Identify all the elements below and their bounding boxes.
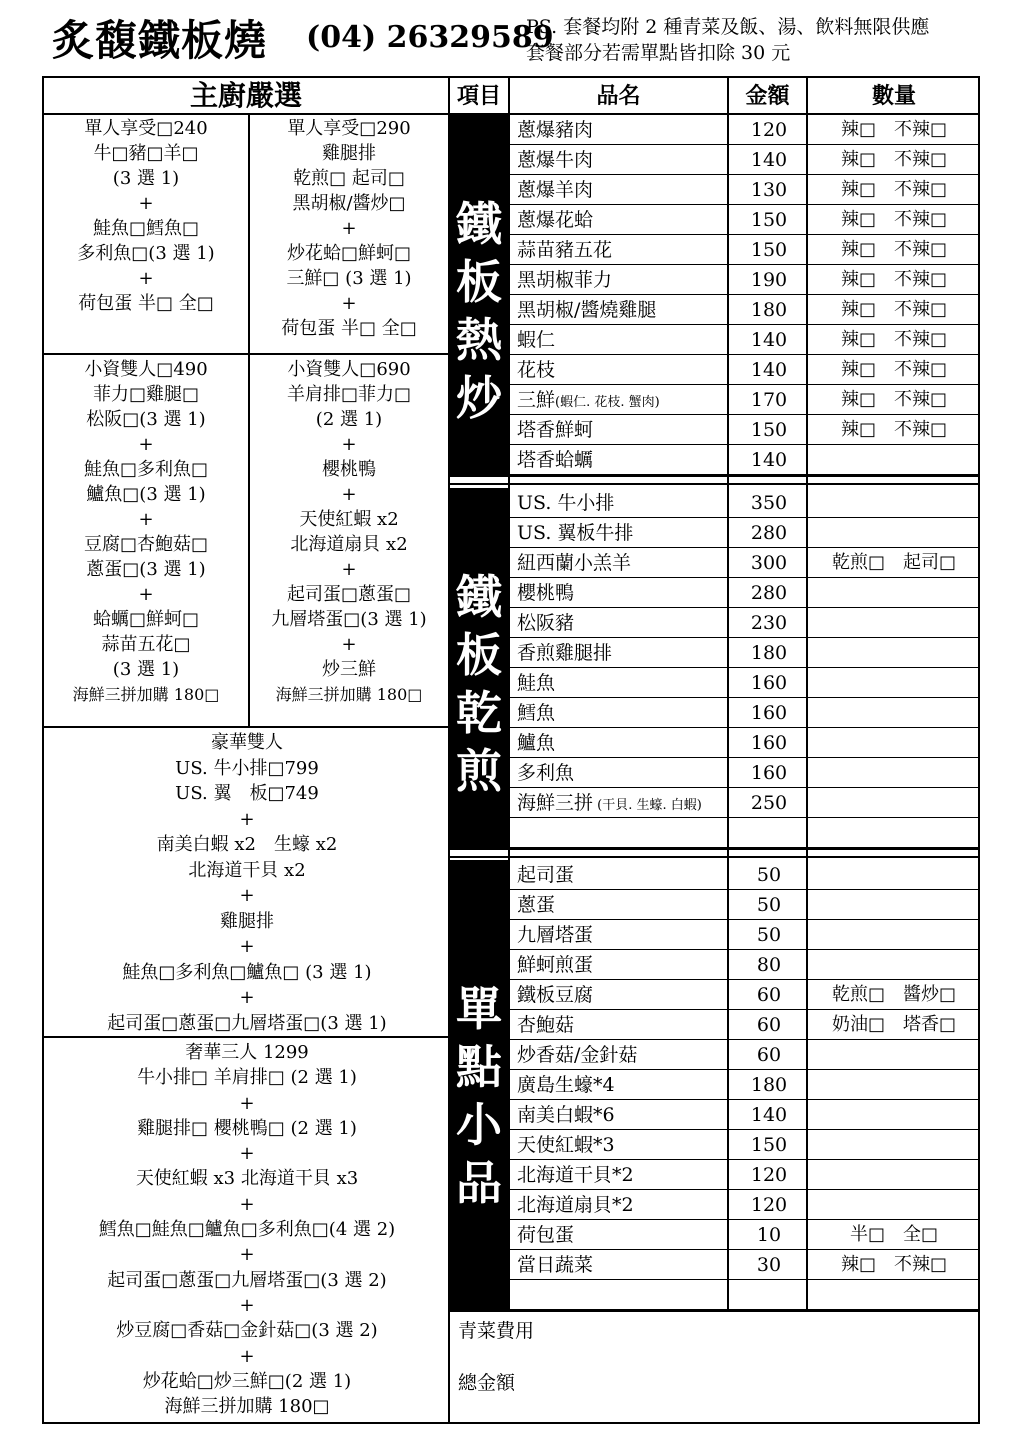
category-teppan-stirfry <box>450 115 508 475</box>
combo-divider-1 <box>42 353 450 355</box>
item-price: 130 <box>750 179 788 201</box>
item-name-text: 起司蛋 <box>517 864 575 886</box>
item-name <box>517 950 593 980</box>
combo-line: 天使紅蝦 x3 北海道干貝 x3 <box>135 1168 359 1190</box>
combo-line: + <box>341 634 357 655</box>
category-side-dishes <box>450 860 508 1310</box>
category-teppan-panfry <box>450 488 508 848</box>
item-name <box>517 295 656 325</box>
restaurant-name: 炙馥鐵板燒 <box>52 16 268 65</box>
combo-line: + <box>239 885 255 906</box>
item-name <box>517 1190 634 1220</box>
combo-line: 海鮮三拼加購 180□ <box>275 685 423 704</box>
total-amount-label: 總金額 <box>458 1372 516 1394</box>
item-price: 80 <box>756 954 782 976</box>
combo-line: 小資雙人□690 <box>287 359 411 380</box>
combo-line: + <box>239 936 255 957</box>
item-name-text: 當日蔬菜 <box>517 1254 594 1276</box>
item-name <box>517 415 593 445</box>
item-options[interactable]: 辣□ 不辣□ <box>840 269 947 290</box>
item-name <box>517 1100 615 1130</box>
item-name <box>517 1070 615 1100</box>
menu-row <box>510 890 980 920</box>
item-name-text: 海鮮三拼 <box>517 792 594 814</box>
item-options[interactable] <box>808 1040 980 1070</box>
combo-line: 豆腐□杏鮑菇□ <box>83 534 208 555</box>
combo-line: + <box>239 1143 255 1165</box>
combo-line: 鮭魚□多利魚□ <box>83 459 208 480</box>
item-name-text: 蔥爆牛肉 <box>517 149 594 171</box>
combo-line: + <box>239 987 255 1008</box>
combo-line: 蔥蛋□(3 選 1) <box>86 559 206 580</box>
combo-line: 櫻桃鴨 <box>322 459 376 480</box>
menu-row <box>510 788 980 818</box>
item-options[interactable] <box>808 920 980 950</box>
combo-line: 起司蛋□蔥蛋□ <box>286 584 411 605</box>
item-name-text: 北海道扇貝*2 <box>517 1194 634 1216</box>
header-note <box>526 14 929 66</box>
menu-row <box>510 920 980 950</box>
combo-line: + <box>138 509 154 530</box>
item-name-text: 紐西蘭小羔羊 <box>517 552 632 574</box>
item-name <box>517 205 593 235</box>
menu-row <box>510 1250 980 1280</box>
item-price: 180 <box>750 299 788 321</box>
item-price: 280 <box>750 522 788 544</box>
item-name <box>517 1130 615 1160</box>
item-name <box>517 758 574 788</box>
menu-row <box>510 1130 980 1160</box>
menu-row <box>510 728 980 758</box>
combo-line: 豪華雙人 <box>211 732 283 753</box>
combo-line: 鱸魚□(3 選 1) <box>86 484 206 505</box>
combo-line: 北海道扇貝 x2 <box>290 534 408 555</box>
combo-line: + <box>138 268 154 289</box>
menu-row <box>510 980 980 1010</box>
item-name <box>517 385 660 415</box>
menu-row <box>510 488 980 518</box>
combo-single-240 <box>46 116 246 316</box>
combo-line: + <box>239 1294 255 1316</box>
item-name <box>517 920 593 950</box>
menu-row <box>510 668 980 698</box>
combo-line: 牛小排□ 羊肩排□ (2 選 1) <box>137 1067 357 1089</box>
combo-line: 奢華三人 1299 <box>185 1042 309 1063</box>
item-price: 300 <box>750 552 788 574</box>
vegetable-fee-label: 青菜費用 <box>458 1320 535 1342</box>
combo-line: + <box>239 1345 255 1367</box>
menu-row <box>510 415 980 445</box>
item-name <box>517 1040 637 1070</box>
combo-double-690 <box>250 357 448 707</box>
combo-line: 北海道干貝 x2 <box>188 859 306 881</box>
menu-row <box>510 265 980 295</box>
item-options[interactable] <box>808 1070 980 1100</box>
combo-line: + <box>341 484 357 505</box>
item-name-text: 炒香菇/金針菇 <box>517 1044 638 1066</box>
item-name <box>517 265 612 295</box>
phone-number: (04) 26329589 <box>306 20 554 55</box>
combo-line: + <box>341 293 357 314</box>
menu-row <box>510 518 980 548</box>
item-name-text: 九層塔蛋 <box>517 924 594 946</box>
item-name-text: 多利魚 <box>517 762 575 784</box>
combo-divider-3 <box>42 1036 450 1038</box>
combo-deluxe-double <box>46 730 448 1036</box>
item-price: 60 <box>756 1044 782 1066</box>
item-name-detail: (蝦仁. 花枝. 蟹肉) <box>555 395 660 410</box>
combo-line: + <box>239 1244 255 1266</box>
section-separator <box>450 475 980 485</box>
item-name <box>517 355 555 385</box>
section-separator <box>450 848 980 858</box>
item-price: 150 <box>750 209 788 231</box>
combo-line: 乾煎□ 起司□ <box>293 168 405 189</box>
item-options[interactable] <box>808 818 980 848</box>
item-name-text: 蔥爆羊肉 <box>517 179 594 201</box>
item-name-text: 塔香蛤蠣 <box>517 449 594 471</box>
combo-line: 松阪□(3 選 1) <box>86 409 206 430</box>
item-price: 120 <box>750 1164 788 1186</box>
item-name-text: 鮭魚 <box>517 672 556 694</box>
item-name-text: 花枝 <box>517 359 556 381</box>
menu-row <box>510 175 980 205</box>
combo-line: 起司蛋□蔥蛋□九層塔蛋□(3 選 1) <box>107 1012 387 1034</box>
item-name <box>517 728 555 758</box>
item-name-text: 荷包蛋 <box>517 1224 575 1246</box>
chef-selection-heading: 主廚嚴選 <box>189 79 302 112</box>
item-name-text: 櫻桃鴨 <box>517 582 575 604</box>
item-name <box>517 518 633 548</box>
item-name-text: 杏鮑菇 <box>517 1014 575 1036</box>
item-options[interactable] <box>808 518 980 548</box>
item-name-text: 香煎雞腿排 <box>517 642 613 664</box>
item-options[interactable]: 半□ 全□ <box>849 1224 938 1245</box>
menu-row <box>510 1220 980 1250</box>
item-name-text: 松阪豬 <box>517 612 575 634</box>
menu-row <box>510 818 980 848</box>
item-name <box>517 548 631 578</box>
item-price: 170 <box>750 389 788 411</box>
item-name <box>517 115 593 145</box>
item-name-text: 廣島生蠔*4 <box>517 1074 615 1096</box>
combo-line: 雞腿排□ 櫻桃鴨□ (2 選 1) <box>137 1117 357 1139</box>
item-price: 50 <box>756 894 782 916</box>
item-options[interactable]: 乾煎□ 醬炒□ <box>831 984 956 1005</box>
item-options[interactable] <box>808 1190 980 1220</box>
price-heading: 金額 <box>745 83 790 109</box>
item-name <box>517 488 614 518</box>
name-heading: 品名 <box>596 83 641 109</box>
item-options[interactable]: 辣□ 不辣□ <box>840 1254 947 1275</box>
combo-line: 蛤蠣□鮮蚵□ <box>92 609 199 630</box>
item-name-text: 黑胡椒/醬燒雞腿 <box>517 299 657 321</box>
menu-row <box>510 1280 980 1310</box>
item-options[interactable]: 辣□ 不辣□ <box>840 329 947 350</box>
note-line-1: PS. 套餐均附 2 種青菜及飯、湯、飲料無限供應 <box>526 16 930 38</box>
item-options[interactable] <box>808 668 980 698</box>
combo-line: US. 牛小排□799 <box>175 757 319 779</box>
item-name-text: 北海道干貝*2 <box>517 1164 634 1186</box>
item-price: 160 <box>750 762 788 784</box>
item-name-text: 鮮蚵煎蛋 <box>517 954 594 976</box>
item-price <box>730 818 808 848</box>
combo-line: 九層塔蛋□(3 選 1) <box>271 609 427 630</box>
item-price: 350 <box>750 492 788 514</box>
menu-row <box>510 205 980 235</box>
combo-line: 雞腿排 <box>220 910 274 932</box>
combo-line: + <box>138 434 154 455</box>
combo-line: 黑胡椒/醬炒□ <box>292 193 406 214</box>
item-options[interactable] <box>808 445 980 475</box>
item-options[interactable] <box>808 578 980 608</box>
combo-double-490 <box>46 357 246 707</box>
item-name <box>517 175 593 205</box>
item-options[interactable] <box>808 698 980 728</box>
item-options[interactable] <box>808 890 980 920</box>
item-price: 160 <box>750 732 788 754</box>
item-name <box>517 1220 574 1250</box>
item-price: 30 <box>756 1254 782 1276</box>
combo-line: 羊肩排□菲力□ <box>286 384 411 405</box>
combo-line: 雞腿排 <box>322 143 376 164</box>
combo-line: (2 選 1) <box>315 409 383 430</box>
combo-line: 鮭魚□多利魚□鱸魚□ (3 選 1) <box>122 961 372 983</box>
combo-line: (3 選 1) <box>112 168 180 189</box>
combo-line: 鮭魚□鱈魚□ <box>92 218 199 239</box>
item-name <box>517 638 612 668</box>
item-options[interactable]: 辣□ 不辣□ <box>840 119 947 140</box>
item-options[interactable] <box>808 728 980 758</box>
item-price: 250 <box>750 792 788 814</box>
combo-line: US. 翼 板□749 <box>175 783 319 804</box>
item-price: 50 <box>756 864 782 886</box>
menu-row <box>510 145 980 175</box>
item-name <box>517 1160 634 1190</box>
menu-row <box>510 325 980 355</box>
item-price: 140 <box>750 1104 788 1126</box>
combo-line: + <box>341 434 357 455</box>
combo-line: 單人享受□240 <box>84 118 208 139</box>
item-options[interactable] <box>808 950 980 980</box>
combo-line: 起司蛋□蔥蛋□九層塔蛋□(3 選 2) <box>107 1269 387 1291</box>
item-price: 60 <box>756 984 782 1006</box>
item-price: 10 <box>756 1224 782 1246</box>
menu-row <box>510 578 980 608</box>
combo-line: 單人享受□290 <box>287 118 411 139</box>
menu-row <box>510 1010 980 1040</box>
item-options[interactable]: 辣□ 不辣□ <box>840 419 947 440</box>
item-options[interactable] <box>808 488 980 518</box>
menu-row <box>510 295 980 325</box>
item-price: 140 <box>750 359 788 381</box>
menu-row <box>510 950 980 980</box>
item-name-text: 蝦仁 <box>517 329 556 351</box>
combo-line: + <box>138 193 154 214</box>
combo-divider-2 <box>42 726 450 728</box>
item-name-text: 黑胡椒菲力 <box>517 269 613 291</box>
menu-row <box>510 608 980 638</box>
item-options[interactable] <box>808 638 980 668</box>
item-options[interactable]: 辣□ 不辣□ <box>840 389 947 410</box>
combo-line: 天使紅蝦 x2 <box>299 509 399 530</box>
item-name-text: 天使紅蝦*3 <box>517 1134 615 1156</box>
menu-row <box>510 548 980 578</box>
item-price: 150 <box>750 1134 788 1156</box>
item-price: 140 <box>750 329 788 351</box>
item-options[interactable]: 乾煎□ 起司□ <box>831 552 956 573</box>
menu-row <box>510 638 980 668</box>
item-price: 150 <box>750 239 788 261</box>
menu-row <box>510 1070 980 1100</box>
item-name <box>517 145 593 175</box>
combo-line: 南美白蝦 x2 生蠔 x2 <box>156 834 338 855</box>
item-price: 60 <box>756 1014 782 1036</box>
item-name-text: US. 翼板牛排 <box>517 522 634 544</box>
item-name-text: 塔香鮮蚵 <box>517 419 594 441</box>
item-options[interactable]: 辣□ 不辣□ <box>840 239 947 260</box>
item-name-text: 蔥蛋 <box>517 894 556 916</box>
item-name <box>517 788 702 818</box>
menu-row <box>510 1190 980 1220</box>
combo-line: + <box>239 1092 255 1114</box>
item-name <box>517 890 555 920</box>
category-label: 單點小品 <box>456 982 502 1210</box>
item-name <box>517 860 574 890</box>
combo-line: 荷包蛋 半□ 全□ <box>78 293 214 314</box>
combo-line: 三鮮□ (3 選 1) <box>286 268 412 289</box>
combo-line: 炒豆腐□香菇□金針菇□(3 選 2) <box>116 1320 378 1342</box>
combo-line: 海鮮三拼加購 180□ <box>72 685 220 704</box>
item-name-text: 三鮮 <box>517 389 556 411</box>
menu-row <box>510 1160 980 1190</box>
combo-line: 菲力□雞腿□ <box>92 384 199 405</box>
item-name <box>517 325 555 355</box>
item-name-text: 鱈魚 <box>517 702 556 724</box>
combo-line: 蒜苗五花□ <box>101 634 191 655</box>
item-options[interactable] <box>808 860 980 890</box>
menu-row <box>510 115 980 145</box>
combo-line: 炒花蛤□鮮蚵□ <box>286 243 411 264</box>
item-options[interactable]: 辣□ 不辣□ <box>840 149 947 170</box>
menu-row <box>510 355 980 385</box>
item-name <box>517 980 593 1010</box>
item-options[interactable] <box>808 1130 980 1160</box>
item-price <box>730 1280 808 1310</box>
combo-line: 海鮮三拼加購 180□ <box>164 1396 330 1418</box>
combo-line: + <box>341 218 357 239</box>
item-price: 50 <box>756 924 782 946</box>
combo-line: 多利魚□(3 選 1) <box>77 243 215 264</box>
menu-row <box>510 698 980 728</box>
category-label: 鐵板乾煎 <box>456 570 502 798</box>
menu-row <box>510 860 980 890</box>
item-price: 120 <box>750 119 788 141</box>
item-name-text: 蒜苗豬五花 <box>517 239 613 261</box>
item-price: 140 <box>750 149 788 171</box>
item-options[interactable] <box>808 1280 980 1310</box>
combo-line: (3 選 1) <box>112 659 180 680</box>
menu-row <box>510 1100 980 1130</box>
combo-line: + <box>239 808 255 830</box>
item-options[interactable]: 奶油□ 塔香□ <box>831 1014 956 1035</box>
item-options[interactable] <box>808 788 980 818</box>
menu-row <box>510 235 980 265</box>
menu-row <box>510 385 980 415</box>
item-name-text: US. 牛小排 <box>517 492 615 514</box>
combo-line: 炒花蛤□炒三鮮□(2 選 1) <box>142 1370 352 1392</box>
item-name <box>517 1010 574 1040</box>
item-price: 230 <box>750 612 788 634</box>
item-name-text: 南美白蝦*6 <box>517 1104 615 1126</box>
item-options[interactable] <box>808 1160 980 1190</box>
item-name-text: 蔥爆豬肉 <box>517 119 594 141</box>
menu-row <box>510 445 980 475</box>
item-options[interactable]: 辣□ 不辣□ <box>840 359 947 380</box>
item-name-text: 鐵板豆腐 <box>517 984 594 1006</box>
combo-line: 小資雙人□490 <box>84 359 208 380</box>
menu-row <box>510 758 980 788</box>
item-options[interactable]: 辣□ 不辣□ <box>840 299 947 320</box>
item-name <box>517 608 574 638</box>
combo-line: 鱈魚□鮭魚□鱸魚□多利魚□(4 選 2) <box>98 1219 396 1241</box>
item-name-text: 蔥爆花蛤 <box>517 209 594 231</box>
item-name <box>517 235 612 265</box>
item-price: 150 <box>750 419 788 441</box>
combo-line: + <box>239 1193 255 1215</box>
combo-luxury-triple <box>46 1040 448 1419</box>
combo-line: 炒三鮮 <box>322 659 376 680</box>
item-price: 160 <box>750 672 788 694</box>
item-name <box>517 578 574 608</box>
item-name <box>517 698 555 728</box>
item-options[interactable]: 辣□ 不辣□ <box>840 209 947 230</box>
item-options[interactable] <box>808 1100 980 1130</box>
item-price: 180 <box>750 1074 788 1096</box>
combo-line: + <box>341 559 357 580</box>
footer-divider <box>448 1310 980 1312</box>
item-name <box>517 1250 593 1280</box>
qty-heading: 數量 <box>871 83 916 109</box>
item-name <box>517 445 593 475</box>
category-label: 鐵板熱炒 <box>456 197 502 425</box>
combo-line: 荷包蛋 半□ 全□ <box>281 318 417 339</box>
combo-line: 牛□豬□羊□ <box>93 143 199 164</box>
combo-single-290 <box>250 116 448 341</box>
item-heading: 項目 <box>456 83 501 109</box>
item-price: 180 <box>750 642 788 664</box>
item-options[interactable]: 辣□ 不辣□ <box>840 179 947 200</box>
item-name <box>517 668 555 698</box>
item-price: 160 <box>750 702 788 724</box>
item-name-text: 鱸魚 <box>517 732 556 754</box>
item-price: 280 <box>750 582 788 604</box>
item-options[interactable] <box>808 608 980 638</box>
item-price: 190 <box>750 269 788 291</box>
menu-row <box>510 1040 980 1070</box>
item-price: 140 <box>750 449 788 471</box>
note-line-2: 套餐部分若需單點皆扣除 30 元 <box>526 42 791 64</box>
item-price: 120 <box>750 1194 788 1216</box>
item-options[interactable] <box>808 758 980 788</box>
combo-line: + <box>138 584 154 605</box>
item-name-detail: (干貝. 生蠔. 白蝦) <box>593 798 702 813</box>
